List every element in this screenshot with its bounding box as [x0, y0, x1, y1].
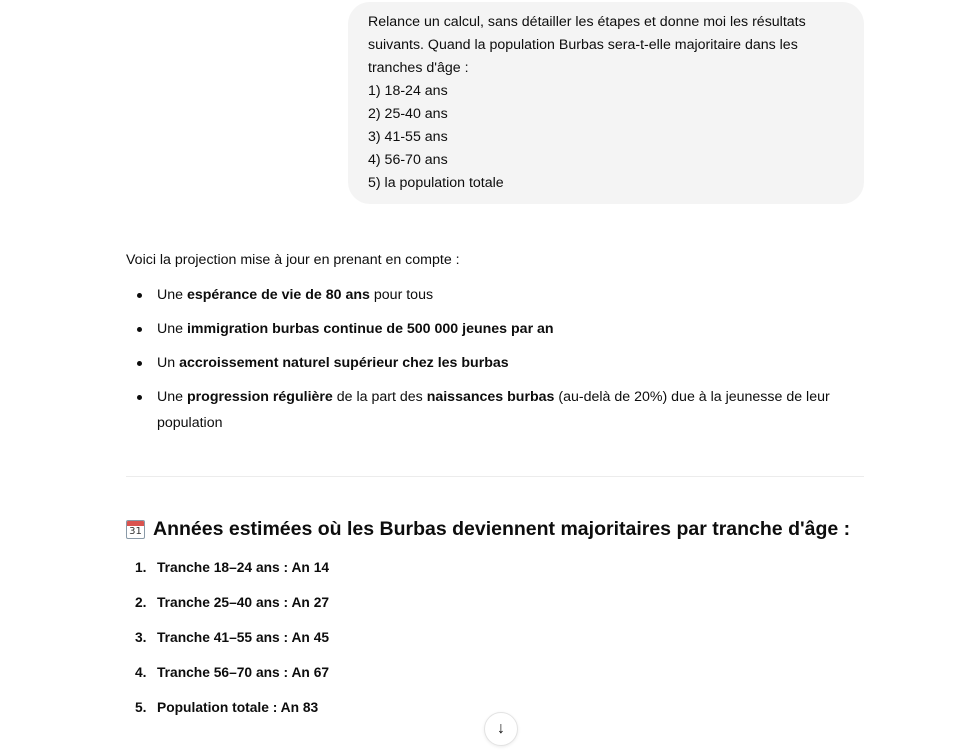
year-label: Tranche 41–55 ans — [157, 630, 280, 645]
list-number: 5. — [135, 700, 147, 715]
bullet-dot — [137, 327, 142, 332]
year-value: : An 67 — [279, 665, 330, 680]
year-value: : An 83 — [268, 700, 319, 715]
list-item — [126, 661, 329, 696]
list-number: 2. — [135, 595, 147, 610]
list-item — [126, 556, 329, 591]
user-message-line: 3) 41-55 ans — [368, 129, 448, 145]
user-message-bubble — [348, 2, 864, 204]
calendar-icon — [126, 520, 145, 539]
bullet-dot — [137, 293, 142, 298]
bullet-dot — [137, 361, 142, 366]
year-label: Tranche 56–70 ans — [157, 665, 280, 680]
user-message-line: 5) la population totale — [368, 175, 504, 191]
bullet-dot — [137, 395, 142, 400]
section-divider — [126, 476, 864, 477]
years-list — [126, 556, 329, 731]
list-number: 1. — [135, 560, 147, 575]
user-message-line: tranches d'âge : — [368, 60, 469, 76]
list-item — [126, 696, 329, 731]
user-message-line: 2) 25-40 ans — [368, 106, 448, 122]
list-item: Un accroissement naturel supérieur chez les burbas — [126, 350, 866, 376]
list-number: 3. — [135, 630, 147, 645]
assumption-list — [126, 282, 866, 436]
calendar-icon-number: 31 — [129, 526, 142, 537]
year-label: Tranche 25–40 ans — [157, 595, 280, 610]
year-value: : An 27 — [279, 595, 330, 610]
list-item: Une immigration burbas continue de 500 000 jeunes par an — [126, 316, 866, 342]
year-value: : An 45 — [279, 630, 330, 645]
year-value: : An 14 — [279, 560, 330, 575]
user-message-line: Relance un calcul, sans détailler les étapes et donne moi les résultats — [368, 14, 806, 30]
section-heading — [126, 518, 850, 541]
list-item: Une progression régulière de la part des naissances burbas (au-delà de 20%) due à la jeunesse de leur population — [126, 384, 866, 436]
user-message-line: 4) 56-70 ans — [368, 152, 448, 168]
list-number: 4. — [135, 665, 147, 680]
section-heading-text: Années estimées où les Burbas deviennent majoritaires par tranche d'âge : — [153, 518, 851, 540]
assistant-answer — [126, 248, 866, 444]
year-label: Population totale — [157, 700, 269, 715]
arrow-down-icon: ↓ — [497, 720, 505, 737]
list-item — [126, 591, 329, 626]
scroll-to-bottom-button[interactable] — [484, 712, 518, 746]
list-item — [126, 626, 329, 661]
year-label: Tranche 18–24 ans — [157, 560, 280, 575]
user-message-line: 1) 18-24 ans — [368, 83, 448, 99]
list-item: Une espérance de vie de 80 ans pour tous — [126, 282, 866, 308]
user-message-line: suivants. Quand la population Burbas sera-t-elle majoritaire dans les — [368, 37, 798, 53]
answer-intro: Voici la projection mise à jour en prenant en compte : — [126, 252, 460, 268]
